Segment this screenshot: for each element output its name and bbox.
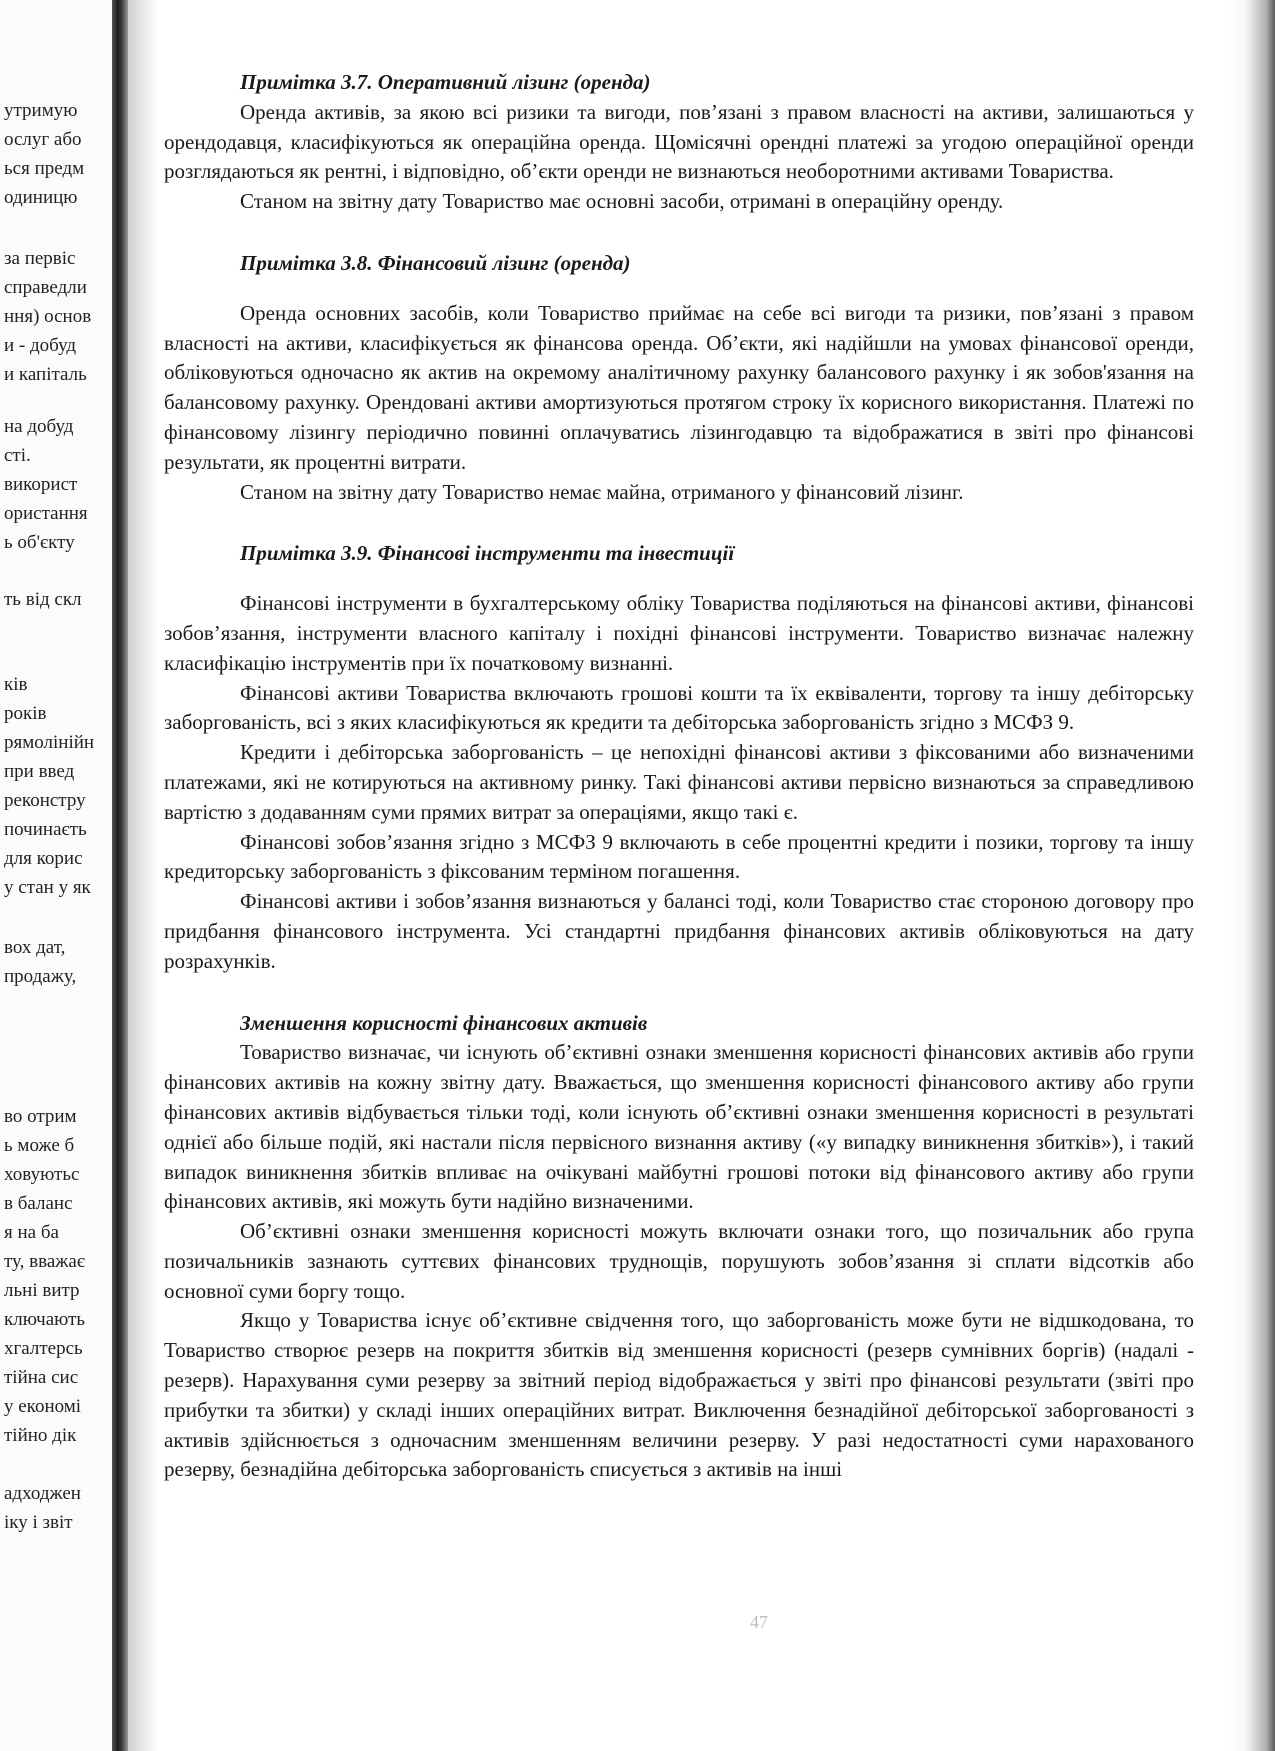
- paragraph: Фінансові активи і зобов’язання визнаються у балансі тоді, коли Товариство стає стороною договору про придбання фінансового інструмента. Усі стандартні придбання фінансових активів обліковуються на дату розрахунків.: [164, 889, 1194, 973]
- paragraph: Об’єктивні ознаки зменшення корисності можуть включати ознаки того, що позичальник або група позичальників зазнають суттєвих фінансових труднощів, порушують зобов’язання зі сплати відсотків або основної суми боргу тощо.: [164, 1219, 1194, 1303]
- page-text-column: [164, 68, 1194, 1485]
- left-page-text-fragment: тійно дік: [4, 1425, 77, 1446]
- left-page-text-fragment: ь об'єкту: [4, 532, 75, 553]
- paragraph: Фінансові активи Товариства включають грошові кошти та їх еквіваленти, торгову та іншу дебіторську заборгованість, всі з яких класифікуються як кредити та дебіторська заборгованість згідно з МСФЗ 9.: [164, 680, 1194, 735]
- binding-shadow: [128, 0, 158, 1751]
- left-page-text-fragment: за первіс: [4, 248, 76, 269]
- paragraph: Оренда активів, за якою всі ризики та вигоди, пов’язані з правом власності на активи, залишаються у орендодавця, класифікуються як операційна оренда. Щомісячні орендні платежі за угодою операційної оренди розглядаються як рентні, і відповідно, об’єкти оренди не визнаються необоротними активами Товариства.: [164, 99, 1194, 184]
- left-page-text-fragment: ння) основ: [4, 306, 92, 327]
- left-page-text-fragment: у економі: [4, 1396, 82, 1417]
- left-page-text-fragment: ь може б: [4, 1135, 75, 1156]
- spacer: [164, 279, 1194, 299]
- left-page-text-fragment: хгалтерсь: [4, 1338, 83, 1359]
- left-page-text-fragment: років: [4, 703, 47, 724]
- spacer: [164, 507, 1194, 539]
- spacer: [164, 217, 1194, 249]
- adjacent-page-fragment: [0, 0, 112, 1751]
- section-heading: Примітка 3.8. Фінансовий лізинг (оренда): [240, 250, 631, 275]
- left-page-text-fragment: утримую: [4, 100, 78, 121]
- left-page-text-fragment: вох дат,: [4, 937, 66, 958]
- paragraph: Станом на звітну дату Товариство має основні засоби, отримані в операційну оренду.: [240, 189, 1004, 214]
- left-page-text-fragment: ків: [4, 674, 28, 695]
- left-page-text-fragment: одиницю: [4, 187, 78, 208]
- left-page-text-fragment: в баланс: [4, 1193, 73, 1214]
- left-page-text-fragment: рямолінійн: [4, 732, 95, 753]
- left-page-text-fragment: ористання: [4, 503, 88, 524]
- left-page-text-fragment: на добуд: [4, 416, 74, 437]
- spacer: [164, 977, 1194, 1009]
- left-page-text-fragment: при введ: [4, 761, 75, 782]
- paragraph: Фінансові зобов’язання згідно з МСФЗ 9 включають в себе процентні кредити і позики, торгову та іншу кредиторську заборгованість з фіксованим терміном погашення.: [164, 829, 1194, 884]
- paragraph: Оренда основних засобів, коли Товариство приймає на себе всі вигоди та ризики, пов’язані з правом власності на активи, класифікується як фінансова оренда. Об’єкти, які надійшли на умовах фінансової оренди, обліковуються одночасно як актив на окремому аналітичному рахунку балансового рахунку і як зобов'язання на балансовому рахунку. Орендовані активи амортизуються протягом строку їх корисного використання. Платежі по фінансовому лізингу періодично повинні оплачуватись лізингодавцю та відображатися в звіті про фінансові результати, як процентні витрати.: [164, 300, 1194, 474]
- paragraph: Товариство визначає, чи існують об’єктивні ознаки зменшення корисності фінансових активів або групи фінансових активів на кожну звітну дату. Вважається, що зменшення корисності фінансового активу або групи фінансових активів відбувається тільки тоді, коли існують об’єктивні ознаки зменшення корисності в результаті однієї або більше подій, які настали після первісного визнання активу («у випадку виникнення збитків»), і такий випадок виникнення збитків впливає на очікувані майбутні грошові потоки від фінансового активу або групи фінансових активів, які можуть бути надійно визначеними.: [164, 1040, 1194, 1214]
- page-number: 47: [750, 1612, 768, 1632]
- left-page-text-fragment: ключають: [4, 1309, 86, 1330]
- left-page-text-fragment: ть від скл: [4, 589, 82, 610]
- left-page-text-fragment: льні витр: [4, 1280, 80, 1301]
- left-page-text-fragment: використ: [4, 474, 78, 495]
- paragraph: Кредити і дебіторська заборгованість – це непохідні фінансові активи з фіксованими або визначеними платежами, які не котируються на активному ринку. Такі фінансові активи первісно визнаються за справедливою вартістю з додаванням суми прямих витрат за операціями, якщо такі є.: [164, 740, 1194, 824]
- left-page-text-fragment: во отрим: [4, 1106, 77, 1127]
- paragraph: Якщо у Товариства існує об’єктивне свідчення того, що заборгованість може бути не відшкодована, то Товариство створює резерв на покриття збитків від зменшення корисності (резерв сумнівних боргів) (надалі - резерв). Нарахування суми резерву за звітний період відображається у звіті про фінансові результати (звіті про прибутки та збитки) у складі інших операційних витрат. Виключення безнадійної дебіторської заборгованості з активів здійснюється з одночасним зменшенням величини резерву. У разі недостатності суми нарахованого резерву, безнадійна дебіторська заборгованість списується з активів на інші: [164, 1308, 1194, 1482]
- left-page-text-fragment: реконстру: [4, 790, 86, 811]
- book-binding: [112, 0, 128, 1751]
- left-page-text-fragment: ослуг або: [4, 129, 82, 150]
- left-page-text-fragment: ховуютьс: [4, 1164, 80, 1185]
- left-page-text-fragment: и капіталь: [4, 364, 87, 385]
- section-heading: Зменшення корисності фінансових активів: [240, 1010, 648, 1035]
- left-page-text-fragment: ься предм: [4, 158, 85, 179]
- section-heading: Примітка 3.7. Оперативний лізинг (оренда): [240, 70, 651, 94]
- left-page-text-fragment: справедли: [4, 277, 87, 298]
- left-page-text-fragment: и - добуд: [4, 335, 77, 356]
- page-edge-shadow: [1245, 0, 1275, 1751]
- paragraph: Станом на звітну дату Товариство немає майна, отриманого у фінансовий лізинг.: [240, 479, 964, 504]
- left-page-text-fragment: починаєть: [4, 819, 87, 840]
- left-page-text-fragment: адходжен: [4, 1483, 81, 1504]
- paragraph: Фінансові інструменти в бухгалтерському обліку Товариства поділяються на фінансові активи, фінансові зобов’язання, інструменти власного капіталу і похідні фінансові інструменти. Товариство визначає належну класифікацію інструментів при їх початковому визнанні.: [164, 591, 1194, 675]
- spacer: [164, 569, 1194, 589]
- left-page-text-fragment: сті.: [4, 445, 31, 466]
- left-page-text-fragment: продажу,: [4, 966, 77, 987]
- left-page-text-fragment: я на ба: [4, 1222, 59, 1243]
- left-page-text-fragment: тійна сис: [4, 1367, 79, 1388]
- left-page-text-fragment: ту, вважає: [4, 1251, 85, 1272]
- left-page-text-fragment: іку і звіт: [4, 1512, 73, 1533]
- section-heading: Примітка 3.9. Фінансові інструменти та інвестиції: [240, 541, 735, 566]
- left-page-text-fragment: для корис: [4, 848, 83, 869]
- left-page-text-fragment: у стан у як: [4, 877, 91, 898]
